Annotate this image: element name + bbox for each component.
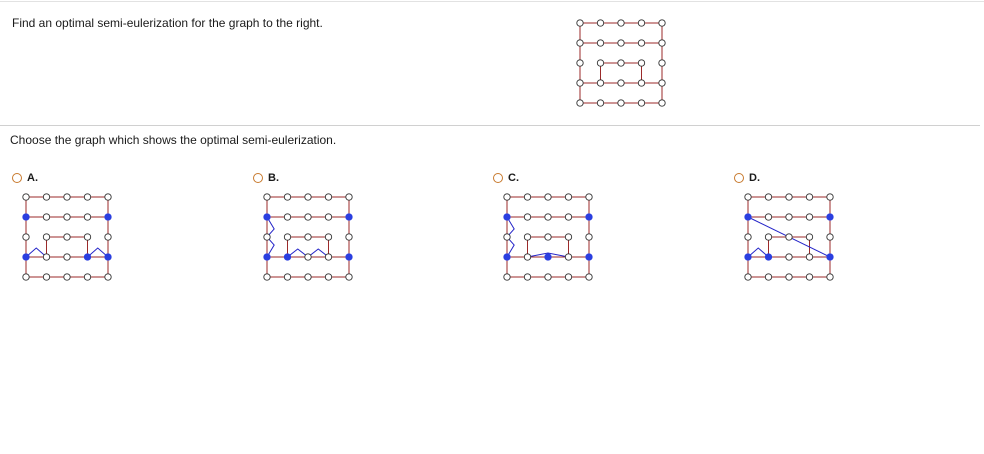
option-b[interactable]	[253, 172, 373, 292]
option-d-graph	[740, 190, 840, 290]
graph-vertex	[806, 274, 812, 280]
graph-vertex	[586, 274, 592, 280]
odd-vertex	[586, 214, 592, 220]
graph-vertex	[43, 254, 49, 260]
graph-vertex	[545, 214, 551, 220]
graph-vertex	[43, 234, 49, 240]
option-c[interactable]	[493, 172, 613, 292]
graph-vertex	[765, 274, 771, 280]
odd-vertex	[504, 254, 510, 260]
graph-vertex	[64, 214, 70, 220]
graph-vertex	[325, 194, 331, 200]
graph-vertex	[597, 60, 603, 66]
graph-vertex	[264, 194, 270, 200]
option-a[interactable]	[12, 172, 132, 292]
odd-vertex	[545, 254, 551, 260]
graph-vertex	[638, 40, 644, 46]
option-d-head[interactable]	[734, 172, 854, 184]
graph-vertex	[806, 214, 812, 220]
option-c-graph	[499, 190, 599, 290]
graph-vertex	[23, 234, 29, 240]
graph-vertex	[765, 194, 771, 200]
graph-vertex	[577, 60, 583, 66]
odd-vertex	[586, 254, 592, 260]
graph-vertex	[577, 20, 583, 26]
graph-vertex	[84, 214, 90, 220]
graph-vertex	[565, 214, 571, 220]
graph-vertex	[638, 20, 644, 26]
graph-vertex	[565, 194, 571, 200]
main-graph	[572, 16, 670, 110]
graph-vertex	[105, 194, 111, 200]
graph-vertex	[305, 214, 311, 220]
graph-vertex	[786, 194, 792, 200]
graph-vertex	[43, 274, 49, 280]
graph-vertex	[638, 60, 644, 66]
option-a-head[interactable]	[12, 172, 132, 184]
graph-vertex	[284, 214, 290, 220]
prompt-text: Choose the graph which shows the optimal semi-eulerization.	[10, 133, 337, 147]
graph-vertex	[64, 254, 70, 260]
graph-vertex	[618, 60, 624, 66]
graph-vertex	[565, 234, 571, 240]
graph-vertex	[827, 194, 833, 200]
graph-vertex	[827, 234, 833, 240]
graph-vertex	[765, 214, 771, 220]
graph-vertex	[786, 234, 792, 240]
graph-vertex	[84, 234, 90, 240]
graph-vertex	[524, 214, 530, 220]
odd-vertex	[504, 214, 510, 220]
graph-vertex	[638, 80, 644, 86]
graph-vertex	[806, 234, 812, 240]
graph-vertex	[325, 234, 331, 240]
graph-vertex	[346, 194, 352, 200]
graph-vertex	[43, 214, 49, 220]
option-b-label: B.	[268, 172, 279, 184]
graph-vertex	[325, 274, 331, 280]
graph-vertex	[638, 100, 644, 106]
odd-vertex	[23, 254, 29, 260]
odd-vertex	[264, 214, 270, 220]
graph-vertex	[565, 254, 571, 260]
option-d-radio[interactable]	[734, 173, 744, 183]
graph-vertex	[577, 40, 583, 46]
graph-vertex	[565, 274, 571, 280]
odd-vertex	[284, 254, 290, 260]
odd-vertex	[264, 254, 270, 260]
graph-vertex	[325, 254, 331, 260]
graph-vertex	[504, 234, 510, 240]
graph-vertex	[504, 274, 510, 280]
graph-vertex	[325, 214, 331, 220]
graph-vertex	[524, 194, 530, 200]
graph-vertex	[524, 274, 530, 280]
graph-vertex	[786, 254, 792, 260]
odd-vertex	[105, 254, 111, 260]
graph-vertex	[618, 80, 624, 86]
odd-vertex	[346, 254, 352, 260]
graph-vertex	[597, 100, 603, 106]
option-a-radio[interactable]	[12, 173, 22, 183]
graph-vertex	[284, 234, 290, 240]
graph-vertex	[745, 194, 751, 200]
graph-vertex	[827, 274, 833, 280]
graph-vertex	[586, 194, 592, 200]
graph-vertex	[577, 100, 583, 106]
graph-vertex	[524, 234, 530, 240]
graph-vertex	[284, 274, 290, 280]
graph-vertex	[545, 274, 551, 280]
graph-vertex	[545, 234, 551, 240]
option-c-label: C.	[508, 172, 519, 184]
section-divider	[0, 125, 980, 126]
graph-vertex	[504, 194, 510, 200]
odd-vertex	[745, 254, 751, 260]
graph-vertex	[64, 274, 70, 280]
graph-vertex	[597, 40, 603, 46]
graph-vertex	[84, 194, 90, 200]
graph-vertex	[64, 234, 70, 240]
graph-vertex	[284, 194, 290, 200]
odd-vertex	[23, 214, 29, 220]
odd-vertex	[105, 214, 111, 220]
graph-vertex	[305, 194, 311, 200]
graph-vertex	[659, 80, 665, 86]
top-rule	[0, 1, 984, 2]
graph-vertex	[545, 194, 551, 200]
option-a-label: A.	[27, 172, 38, 184]
graph-vertex	[84, 274, 90, 280]
graph-vertex	[346, 234, 352, 240]
odd-vertex	[827, 254, 833, 260]
option-b-head[interactable]	[253, 172, 373, 184]
odd-vertex	[745, 214, 751, 220]
odd-vertex	[346, 214, 352, 220]
option-a-graph	[18, 190, 118, 290]
option-d[interactable]	[734, 172, 854, 292]
graph-vertex	[264, 274, 270, 280]
option-c-radio[interactable]	[493, 173, 503, 183]
graph-vertex	[586, 234, 592, 240]
odd-vertex	[84, 254, 90, 260]
graph-vertex	[806, 254, 812, 260]
option-d-label: D.	[749, 172, 760, 184]
graph-vertex	[23, 194, 29, 200]
graph-vertex	[765, 234, 771, 240]
graph-vertex	[618, 100, 624, 106]
odd-vertex	[827, 214, 833, 220]
graph-vertex	[64, 194, 70, 200]
graph-vertex	[786, 214, 792, 220]
graph-vertex	[43, 194, 49, 200]
option-b-graph	[259, 190, 359, 290]
question-text: Find an optimal semi-eulerization for the graph to the right.	[12, 16, 323, 30]
graph-vertex	[659, 60, 665, 66]
graph-vertex	[659, 20, 665, 26]
graph-vertex	[806, 194, 812, 200]
graph-vertex	[305, 254, 311, 260]
graph-vertex	[305, 274, 311, 280]
graph-vertex	[597, 80, 603, 86]
graph-vertex	[264, 234, 270, 240]
odd-vertex	[765, 254, 771, 260]
graph-vertex	[524, 254, 530, 260]
graph-vertex	[23, 274, 29, 280]
graph-vertex	[659, 40, 665, 46]
graph-vertex	[659, 100, 665, 106]
graph-vertex	[745, 234, 751, 240]
graph-vertex	[577, 80, 583, 86]
graph-vertex	[105, 274, 111, 280]
graph-vertex	[786, 274, 792, 280]
option-b-radio[interactable]	[253, 173, 263, 183]
graph-vertex	[618, 40, 624, 46]
graph-vertex	[597, 20, 603, 26]
option-c-head[interactable]	[493, 172, 613, 184]
graph-vertex	[745, 274, 751, 280]
graph-vertex	[618, 20, 624, 26]
graph-vertex	[305, 234, 311, 240]
graph-vertex	[105, 234, 111, 240]
graph-vertex	[346, 274, 352, 280]
